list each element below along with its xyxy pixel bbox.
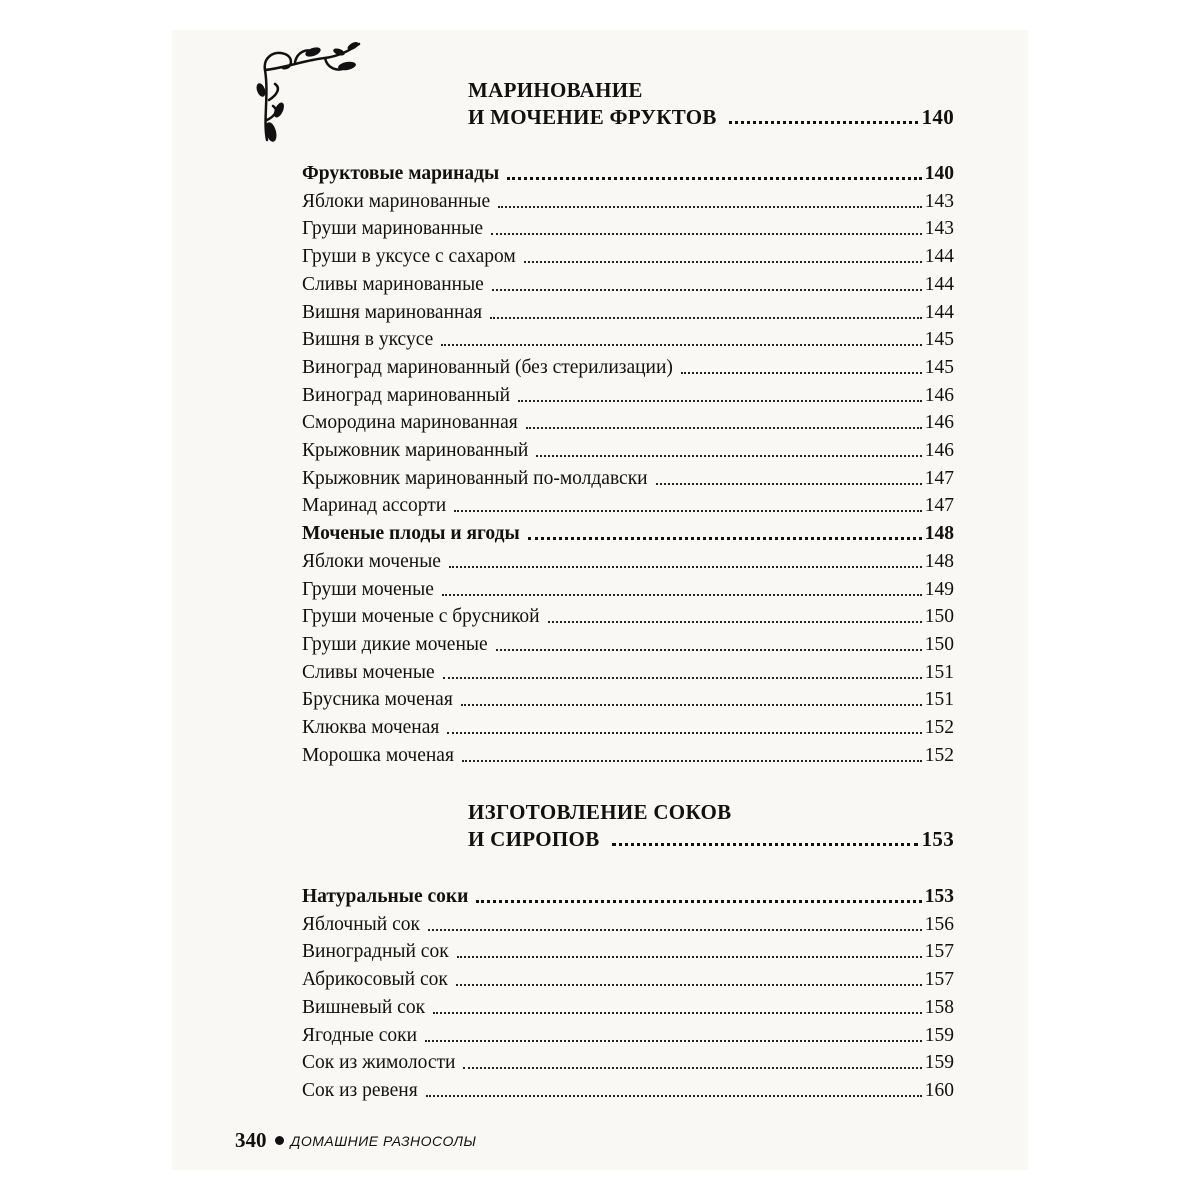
dot-leader [548,621,922,623]
toc-entry [302,214,954,241]
entry-title: Виноград маринованный [302,384,511,406]
entry-page-number: 148 [924,550,954,572]
dot-leader [524,261,922,263]
toc-entry [302,187,954,214]
toc-entry [302,270,954,297]
entry-title: Маринад ассорти [302,495,447,517]
entry-title: Моченые плоды и ягоды [302,523,520,545]
entry-page-number: 153 [924,886,954,907]
entry-title: Сок из жимолости [302,1052,456,1074]
toc-entry [302,1048,954,1075]
entry-page-number: 151 [924,689,954,711]
entry-title: Вишневый сок [302,996,426,1018]
dot-leader [729,121,918,124]
entry-title: Сливы маринованные [302,273,484,295]
dot-leader [476,900,921,903]
section-heading-page: 153 [921,827,954,851]
dot-leader [462,760,922,762]
entry-page-number: 156 [924,913,954,935]
toc-subsection-entry [302,519,954,546]
toc-entry [302,353,954,380]
dot-leader [461,704,922,706]
entry-page-number: 157 [924,941,954,963]
toc-entry [302,1021,954,1048]
entry-title: Фруктовые маринады [302,163,500,184]
entry-page-number: 145 [924,356,954,378]
toc-subsection-entry [302,159,954,186]
entry-title: Груши маринованные [302,218,484,240]
section-heading-page: 140 [921,105,954,129]
toc-entry [302,547,954,574]
entry-title: Виноградный сок [302,941,449,963]
dot-leader [426,1095,922,1097]
entry-title: Груши моченые с брусникой [302,606,540,628]
page-footer [235,1128,476,1153]
section-heading-line2: И МОЧЕНИЕ ФРУКТОВ [468,105,717,129]
entry-page-number: 144 [924,301,954,323]
entry-title: Груши моченые [302,578,434,600]
section-heading-line2: И СИРОПОВ [468,827,600,851]
toc-subsection-entry [302,882,954,909]
dot-leader [612,843,918,846]
entry-title: Клюква моченая [302,717,440,738]
entry-page-number: 145 [924,329,954,351]
dot-leader [526,427,922,429]
entry-title: Натуральные соки [302,886,469,907]
running-title: ДОМАШНИЕ РАЗНОСОЛЫ [290,1132,477,1149]
entry-page-number: 146 [924,440,954,461]
dot-leader [441,344,921,346]
dot-leader [463,1067,921,1069]
entry-title: Яблоки моченые [302,550,441,572]
dot-leader [433,1012,922,1014]
entry-title: Груши в уксусе с сахаром [302,246,516,268]
dot-leader [449,566,922,568]
dot-leader [443,677,922,679]
toc-entry [302,658,954,685]
floral-corner-ornament [255,40,365,145]
dot-leader [498,206,922,208]
toc-entry [302,602,954,629]
entry-page-number: 146 [924,412,954,434]
dot-leader [681,372,922,374]
entry-page-number: 144 [924,246,954,268]
entry-page-number: 151 [924,661,954,683]
entry-title: Крыжовник маринованный [302,440,529,461]
dot-leader [507,177,922,180]
entry-page-number: 160 [924,1079,954,1101]
entry-page-number: 159 [924,1024,954,1046]
toc-entry [302,575,954,602]
bullet-separator [275,1136,284,1145]
dot-leader [428,929,922,931]
entry-page-number: 143 [924,190,954,212]
section-heading-line1: ИЗГОТОВЛЕНИЕ СОКОВ [468,800,732,824]
entry-title: Смородина маринованная [302,412,518,434]
entry-page-number: 150 [924,606,954,628]
section-heading [468,799,954,853]
entry-title: Брусника моченая [302,689,453,711]
toc-entry [302,993,954,1020]
section-heading [468,77,954,131]
toc-entry [302,685,954,712]
dot-leader [518,400,922,402]
dot-leader [496,649,922,651]
dot-leader [656,483,922,485]
toc-entry [302,1076,954,1103]
toc-entry [302,937,954,964]
toc-entry [302,298,954,325]
toc-entry [302,242,954,269]
dot-leader [456,984,922,986]
toc-entry [302,910,954,937]
dot-leader [454,510,922,512]
entry-title: Груши дикие моченые [302,633,488,655]
entry-page-number: 149 [924,578,954,600]
toc-entry [302,464,954,491]
entry-page-number: 143 [924,218,954,240]
entry-page-number: 157 [924,969,954,991]
entry-title: Вишня маринованная [302,301,483,323]
entry-title: Вишня в уксусе [302,329,434,351]
entry-page-number: 147 [924,467,954,489]
entry-title: Сок из ревеня [302,1079,418,1101]
dot-leader [528,537,922,540]
dot-leader [447,732,921,734]
dot-leader [442,594,922,596]
entry-title: Сливы моченые [302,661,435,683]
page-number: 340 [235,1128,267,1152]
dot-leader [457,956,922,958]
dot-leader [491,233,922,235]
entry-title: Морошка моченая [302,744,454,766]
toc-entry [302,436,954,463]
entry-page-number: 152 [924,717,954,738]
entry-title: Виноград маринованный (без стерилизации) [302,356,673,378]
entry-page-number: 150 [924,633,954,655]
toc-entry [302,630,954,657]
entry-page-number: 140 [924,163,954,184]
toc-entry [302,408,954,435]
entry-page-number: 159 [924,1052,954,1074]
entry-page-number: 144 [924,273,954,295]
toc-entry [302,491,954,518]
entry-page-number: 147 [924,495,954,517]
entry-page-number: 158 [924,996,954,1018]
entry-page-number: 148 [924,523,954,545]
entry-title: Яблоки маринованные [302,190,491,212]
dot-leader [492,289,922,291]
toc-entry [302,965,954,992]
entry-page-number: 146 [924,384,954,406]
toc-entry [302,741,954,768]
entry-title: Абрикосовый сок [302,969,448,991]
entry-title: Ягодные соки [302,1024,418,1046]
section-heading-line1: МАРИНОВАНИЕ [468,78,643,102]
dot-leader [536,455,921,457]
toc-entry [302,713,954,740]
entry-title: Яблочный сок [302,913,420,935]
dot-leader [425,1040,922,1042]
entry-page-number: 152 [924,744,954,766]
dot-leader [490,317,922,319]
toc-entry [302,325,954,352]
toc-entry [302,381,954,408]
entry-title: Крыжовник маринованный по-молдавски [302,467,648,489]
